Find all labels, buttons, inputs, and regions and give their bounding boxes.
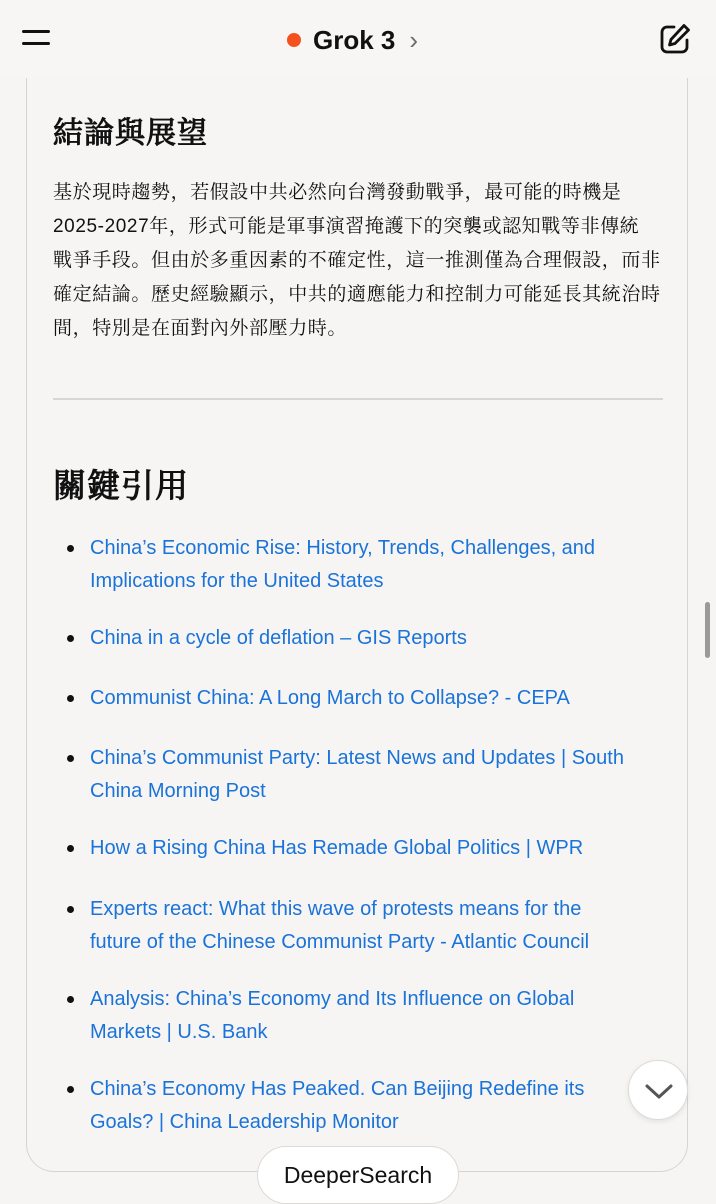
reference-link[interactable] [90,1073,670,1139]
link-line: Experts react: What this wave of protests means for the [90,898,582,920]
model-selector[interactable] [287,22,418,58]
reference-link[interactable] [90,682,670,715]
deeper-search-button[interactable] [257,1146,459,1204]
link-line: China Morning Post [90,780,266,802]
link-line: How a Rising China Has Remade Global Politics | WPR [90,837,584,859]
bullet-icon [67,545,74,552]
reference-link[interactable] [90,983,670,1049]
deeper-search-label: DeeperSearch [283,1161,433,1188]
paragraph-line: 確定結論。歷史經驗顯示，中共的適應能力和控制力可能延長其統治時 [53,284,661,305]
reference-link[interactable] [90,742,670,808]
link-line: future of the Chinese Communist Party - Atlantic Council [90,931,590,953]
new-chat-edit-icon[interactable] [658,22,692,56]
model-status-dot [287,33,301,47]
link-line: China in a cycle of deflation – GIS Reports [90,627,467,649]
bullet-icon [67,1086,74,1093]
conclusion-paragraph [53,176,667,346]
hamburger-menu-icon[interactable] [22,28,52,50]
bullet-icon [67,996,74,1003]
bullet-icon [67,845,74,852]
link-line: China’s Communist Party: Latest News and Updates | South [90,747,624,769]
link-line: Analysis: China’s Economy and Its Influence on Global [90,988,575,1010]
reference-link[interactable] [90,832,670,865]
paragraph-line: 基於現時趨勢，若假設中共必然向台灣發動戰爭，最可能的時機是 [53,182,622,203]
reference-link[interactable] [90,893,670,959]
bullet-icon [67,906,74,913]
menu-bar-top [22,30,50,33]
chevron-right-icon: › [409,25,419,55]
top-bar [0,0,716,78]
bullet-icon [67,755,74,762]
link-line: Goals? | China Leadership Monitor [90,1111,399,1133]
reference-link[interactable] [90,532,670,598]
link-line: Implications for the United States [90,570,384,592]
menu-bar-bottom [22,42,50,45]
paragraph-line: 2025-2027年，形式可能是軍事演習掩護下的突襲或認知戰等非傳統 [53,216,640,237]
references-heading: 關鍵引用 [53,467,189,504]
link-line: China’s Economy Has Peaked. Can Beijing Redefine its [90,1078,585,1100]
link-line: China’s Economic Rise: History, Trends, Challenges, and [90,537,596,559]
paragraph-line: 間，特別是在面對內外部壓力時。 [53,318,348,339]
scroll-down-button[interactable] [628,1060,688,1120]
model-name: Grok 3 [313,24,396,55]
bullet-icon [67,695,74,702]
scrollbar-thumb[interactable] [705,602,710,658]
link-line: Markets | U.S. Bank [90,1021,268,1043]
conclusion-heading: 結論與展望 [53,117,208,150]
link-line: Communist China: A Long March to Collapse? - CEPA [90,687,570,709]
bullet-icon [67,635,74,642]
chevron-down-icon [644,1077,674,1105]
reference-link[interactable] [90,622,670,655]
paragraph-line: 戰爭手段。但由於多重因素的不確定性，這一推測僅為合理假設，而非 [53,250,661,271]
section-divider [53,398,663,400]
